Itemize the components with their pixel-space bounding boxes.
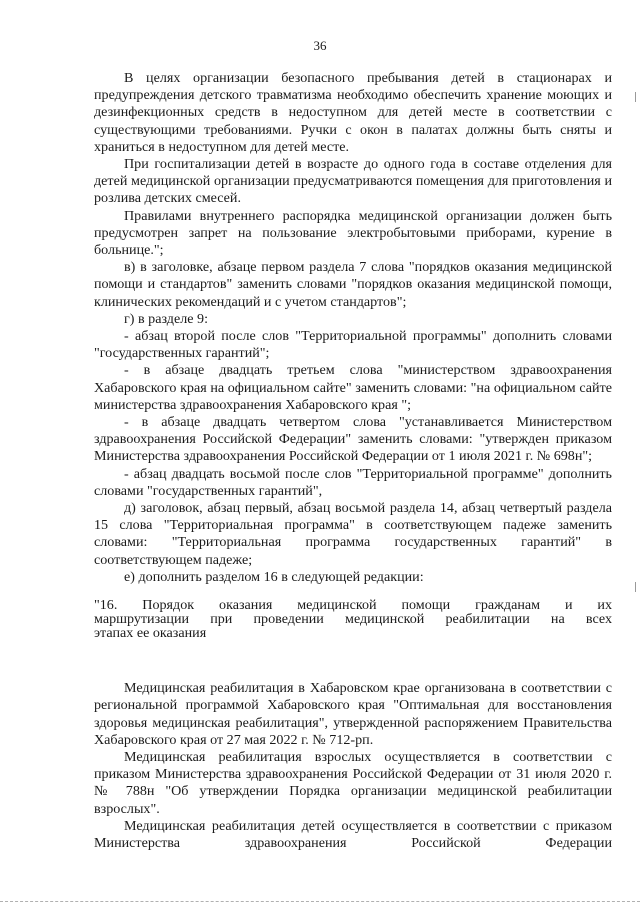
scan-mark bbox=[635, 582, 636, 592]
paragraph: в) в заголовке, абзаце первом раздела 7 слова "порядков оказания медицинской помощи и стандартов" заменить словами "порядков оказания медицинской помощи, клинических рекомендаций и с учетом стандартов"; bbox=[94, 259, 612, 310]
paragraph: Медицинская реабилитация детей осуществляется в соответствии с приказом Министерства здравоохранения Российской Федерации bbox=[94, 817, 612, 851]
paragraph: Медицинская реабилитация в Хабаровском крае организована в соответствии с региональной программой Хабаровского края "Оптимальная для восстановления здоровья медицинская реабилитация", утвержденной распоряжением Правительства Хабаровского края от 27 мая 2022 г. № 712-рп. bbox=[94, 680, 612, 748]
paragraph: - в абзаце двадцать четвертом слова "устанавливается Министерством здравоохранения Российской Федерации" заменить словами: "утвержден приказом Министерства здравоохранения Российской Федерации от 1 июля 2021 г. № 698н"; bbox=[94, 414, 612, 465]
section-heading-line: маршрутизации при проведении медицинской реабилитации на всех bbox=[94, 611, 612, 628]
section-heading-line: этапах ее оказания bbox=[94, 625, 207, 642]
paragraph: - в абзаце двадцать третьем слова "министерством здравоохранения Хабаровского края на официальном сайте" заменить словами: "на официальном сайте министерства здравоохранения Хабаровского края "; bbox=[94, 362, 612, 413]
paragraph: - абзац второй после слов "Территориальной программы" дополнить словами "государственных гарантий"; bbox=[94, 328, 612, 362]
scan-edge-divider bbox=[0, 901, 640, 903]
paragraph: г) в разделе 9: bbox=[124, 310, 208, 327]
paragraph: При госпитализации детей в возрасте до одного года в составе отделения для детей медицинской организации предусматриваются помещения для приготовления и розлива детских смесей. bbox=[94, 156, 612, 207]
document-body bbox=[94, 70, 612, 852]
paragraph: Медицинская реабилитация взрослых осуществляется в соответствии с приказом Министерства здравоохранения Российской Федерации от 31 июля 2020 г. № 788н "Об утверждении Порядка организации медицинской реабилитации взрослых". bbox=[94, 748, 612, 817]
paragraph: Правилами внутреннего распорядка медицинской организации должен быть предусмотрен запрет на пользование электробытовыми приборами, курение в больнице."; bbox=[94, 207, 612, 259]
paragraph: - абзац двадцать восьмой после слов "Территориальной программе" дополнить словами "государственных гарантий", bbox=[94, 465, 612, 499]
scan-mark bbox=[635, 92, 636, 102]
section-heading-line: "16. Порядок оказания медицинской помощи гражданам и их bbox=[94, 597, 612, 614]
paragraph: В целях организации безопасного пребывания детей в стационарах и предупреждения детского травматизма необходимо обеспечить хранение моющих и дезинфекционных средств в недоступном для детей месте в соответствии с существующими требованиями. Ручки с окон в палатах должны быть сняты и храниться в недоступном для детей месте. bbox=[94, 70, 612, 155]
paragraph: е) дополнить разделом 16 в следующей редакции: bbox=[124, 568, 424, 585]
page-number: 36 bbox=[313, 38, 327, 53]
paragraph: д) заголовок, абзац первый, абзац восьмой раздела 14, абзац четвертый раздела 15 слова "Территориальная программа" в соответствующем падеже заменить словами: "Территориальная программа государственных гарантий" в соответствующем падеже; bbox=[94, 500, 612, 568]
section-heading bbox=[94, 598, 612, 640]
